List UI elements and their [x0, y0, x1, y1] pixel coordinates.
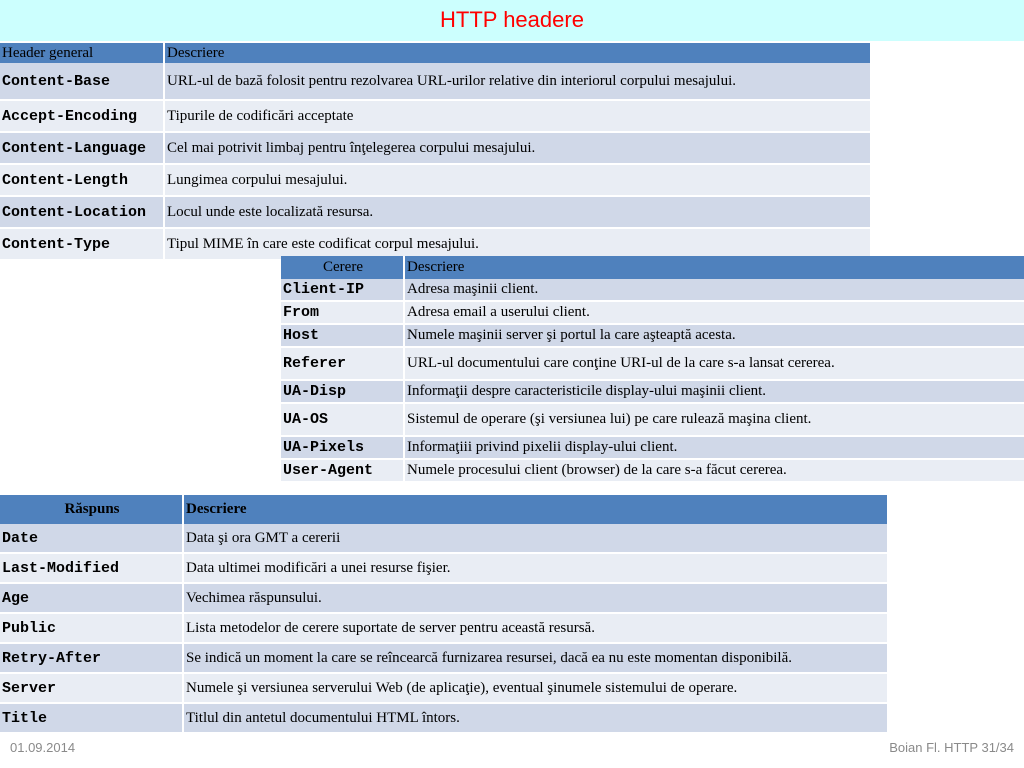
description-cell: Cel mai potrivit limbaj pentru înţelegerea corpului mesajului.: [165, 133, 870, 165]
header-name-cell: Last-Modified: [0, 554, 184, 584]
header-name-cell: Content-Length: [0, 165, 165, 197]
header-name-cell: Host: [281, 325, 405, 348]
header-name-cell: Client-IP: [281, 279, 405, 302]
header-name-cell: Retry-After: [0, 644, 184, 674]
description-cell: Vechimea răspunsului.: [184, 584, 887, 614]
description-cell: URL-ul documentului care conţine URI-ul de la care s-a lansat cererea.: [405, 348, 1024, 381]
description-cell: Data ultimei modificări a unei resurse fişier.: [184, 554, 887, 584]
description-cell: Titlul din antetul documentului HTML întors.: [184, 704, 887, 734]
table-header-row: [0, 495, 887, 524]
description-cell: Adresa maşinii client.: [405, 279, 1024, 302]
column-header: Răspuns: [0, 495, 184, 524]
header-name-cell: Public: [0, 614, 184, 644]
header-name-cell: Age: [0, 584, 184, 614]
table-row: [0, 524, 887, 554]
description-cell: Locul unde este localizată resursa.: [165, 197, 870, 229]
response-headers-table: [0, 495, 887, 734]
table-row: [0, 101, 870, 133]
description-cell: Numele procesului client (browser) de la care s-a făcut cererea.: [405, 460, 1024, 483]
header-name-cell: Content-Base: [0, 63, 165, 101]
description-cell: Tipul MIME în care este codificat corpul mesajului.: [165, 229, 870, 261]
table-row: [0, 165, 870, 197]
description-cell: Se indică un moment la care se reîncearcă furnizarea resursei, dacă ea nu este momentan disponibilă.: [184, 644, 887, 674]
table-row: [281, 437, 1024, 460]
header-name-cell: Content-Location: [0, 197, 165, 229]
table-row: [281, 302, 1024, 325]
description-cell: Numele şi versiunea serverului Web (de aplicaţie), eventual şinumele sistemului de operare.: [184, 674, 887, 704]
header-name-cell: UA-Pixels: [281, 437, 405, 460]
description-cell: Lista metodelor de cerere suportate de server pentru această resursă.: [184, 614, 887, 644]
header-name-cell: Content-Type: [0, 229, 165, 261]
table-row: [281, 348, 1024, 381]
footer-date: 01.09.2014: [10, 740, 76, 755]
description-cell: URL-ul de bază folosit pentru rezolvarea URL-urilor relative din interiorul corpului mesajului.: [165, 63, 870, 101]
table-row: [281, 279, 1024, 302]
slide-title: HTTP headere: [440, 7, 584, 32]
column-header: Descriere: [405, 256, 1024, 279]
request-headers-table: [281, 256, 1024, 483]
header-name-cell: From: [281, 302, 405, 325]
description-cell: Tipurile de codificări acceptate: [165, 101, 870, 133]
header-name-cell: User-Agent: [281, 460, 405, 483]
column-header: Descriere: [165, 43, 870, 63]
table-row: [0, 554, 887, 584]
table-row: [281, 460, 1024, 483]
column-header: Header general: [0, 43, 165, 63]
header-name-cell: Title: [0, 704, 184, 734]
footer-page-number: Boian Fl. HTTP 31/34: [889, 740, 1014, 755]
table-header-row: [0, 43, 870, 63]
header-name-cell: UA-Disp: [281, 381, 405, 404]
description-cell: Lungimea corpului mesajului.: [165, 165, 870, 197]
table-header-row: [281, 256, 1024, 279]
general-headers-table: [0, 43, 870, 261]
table-row: [0, 584, 887, 614]
table-row: [281, 404, 1024, 437]
header-name-cell: Server: [0, 674, 184, 704]
header-name-cell: UA-OS: [281, 404, 405, 437]
title-bar: [0, 0, 1024, 41]
table-row: [0, 63, 870, 101]
description-cell: Informaţiii privind pixelii display-ului client.: [405, 437, 1024, 460]
header-name-cell: Content-Language: [0, 133, 165, 165]
description-cell: Informaţii despre caracteristicile display-ului maşinii client.: [405, 381, 1024, 404]
description-cell: Sistemul de operare (şi versiunea lui) pe care rulează maşina client.: [405, 404, 1024, 437]
header-name-cell: Accept-Encoding: [0, 101, 165, 133]
description-cell: Data şi ora GMT a cererii: [184, 524, 887, 554]
table-row: [0, 704, 887, 734]
description-cell: Numele maşinii server şi portul la care aşteaptă acesta.: [405, 325, 1024, 348]
table-row: [0, 614, 887, 644]
table-row: [0, 644, 887, 674]
table-row: [281, 325, 1024, 348]
header-name-cell: Date: [0, 524, 184, 554]
column-header: Cerere: [281, 256, 405, 279]
table-row: [0, 133, 870, 165]
description-cell: Adresa email a userului client.: [405, 302, 1024, 325]
header-name-cell: Referer: [281, 348, 405, 381]
table-row: [0, 197, 870, 229]
table-row: [0, 674, 887, 704]
table-row: [281, 381, 1024, 404]
column-header: Descriere: [184, 495, 887, 524]
